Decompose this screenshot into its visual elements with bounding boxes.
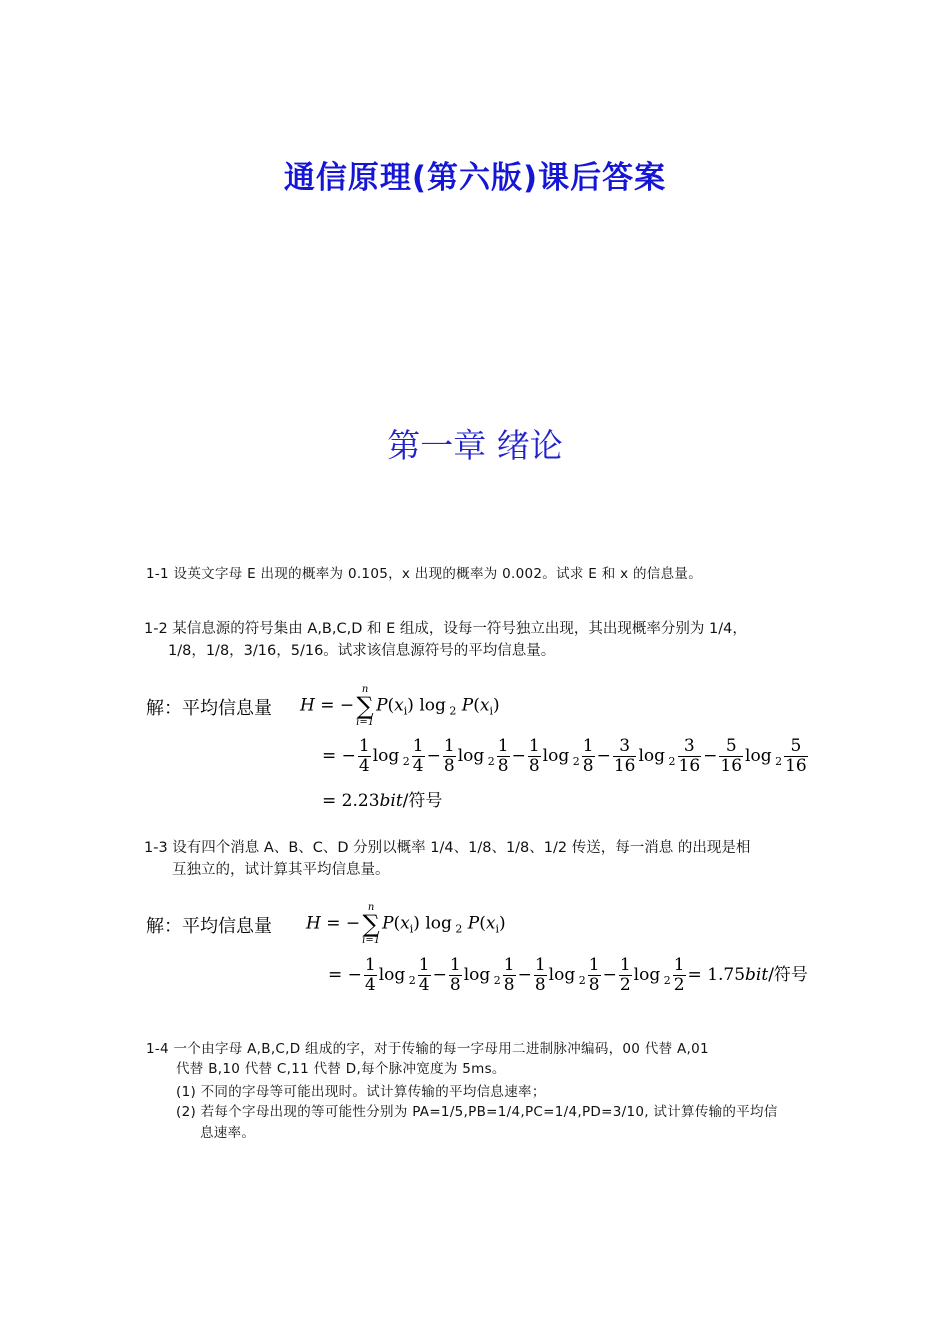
solution-1-2-expansion: = − $\frac{1}{4}$ log $_2$ $\frac{1}{4}$ − $\frac{1}{8}$ log $_2$ $\frac{1}{8}$ − $\frac{1}{8}$ log $_2$ $\frac{1}{8}$ − $\frac{3}{16}$ log $_2$ $\frac{3}{16}$ − $\frac{5}{16}$ log $_2$ $\frac{5}{16}$ [322,736,807,776]
document-title: 通信原理(第六版)课后答案 [283,160,667,196]
question-1-4-line1: 1-4 一个由字母 A,B,C,D 组成的字，对于传输的每一字母用二进制脉冲编码，00 代替 A,01 [146,1041,709,1057]
solution-1-3-expansion: = − $\frac{1}{4}$ log $_2$ $\frac{1}{4}$ − $\frac{1}{8}$ log $_2$ $\frac{1}{8}$ − $\frac{1}{8}$ log $_2$ $\frac{1}{8}$ − $\frac{1}{2}$ log $_2$ $\frac{1}{2}$ = 1.75bit/符号 [328,955,808,995]
question-1-2-line1: 1-2 某信息源的符号集由 A,B,C,D 和 E 组成，设每一符号独立出现，其出现概率分别为 1/4， [144,621,747,637]
solution-1-3-label: 解：平均信息量 [146,916,272,937]
solution-1-2-formula: H = − n ∑ i=1 $P(x_i)$ log $_2$ $P(x_i)$ [300,684,500,728]
question-1-4-line2: 代替 B,10 代替 C,11 代替 D,每个脉冲宽度为 5ms。 [176,1061,506,1077]
question-1-4-item2-cont: 息速率。 [200,1125,256,1141]
question-1-2-line2: 1/8，1/8，3/16，5/16。试求该信息源符号的平均信息量。 [168,643,556,659]
solution-1-2-label: 解：平均信息量 [146,698,272,719]
question-1-3-line2: 互独立的，试计算其平均信息量。 [172,862,390,878]
question-1-4-item2: (2) 若每个字母出现的等可能性分别为 PA=1/5,PB=1/4,PC=1/4,PD=3/10, 试计算传输的平均信 [176,1104,778,1120]
solution-1-3-formula: H = − n ∑ i=1 $P(x_i)$ log $_2$ $P(x_i)$ [306,902,506,946]
question-1-4-item1: (1) 不同的字母等可能出现时。试计算传输的平均信息速率； [176,1084,546,1100]
question-1-1: 1-1 设英文字母 E 出现的概率为 0.105，x 出现的概率为 0.002。试求 E 和 x 的信息量。 [146,566,702,582]
chapter-heading: 第一章 绪论 [387,426,563,465]
question-1-3-line1: 1-3 设有四个消息 A、B、C、D 分别以概率 1/4、1/8、1/8、1/2 传送，每一消息 的出现是相 [144,840,751,856]
solution-1-2-result: = 2.23bit/符号 [322,791,443,811]
